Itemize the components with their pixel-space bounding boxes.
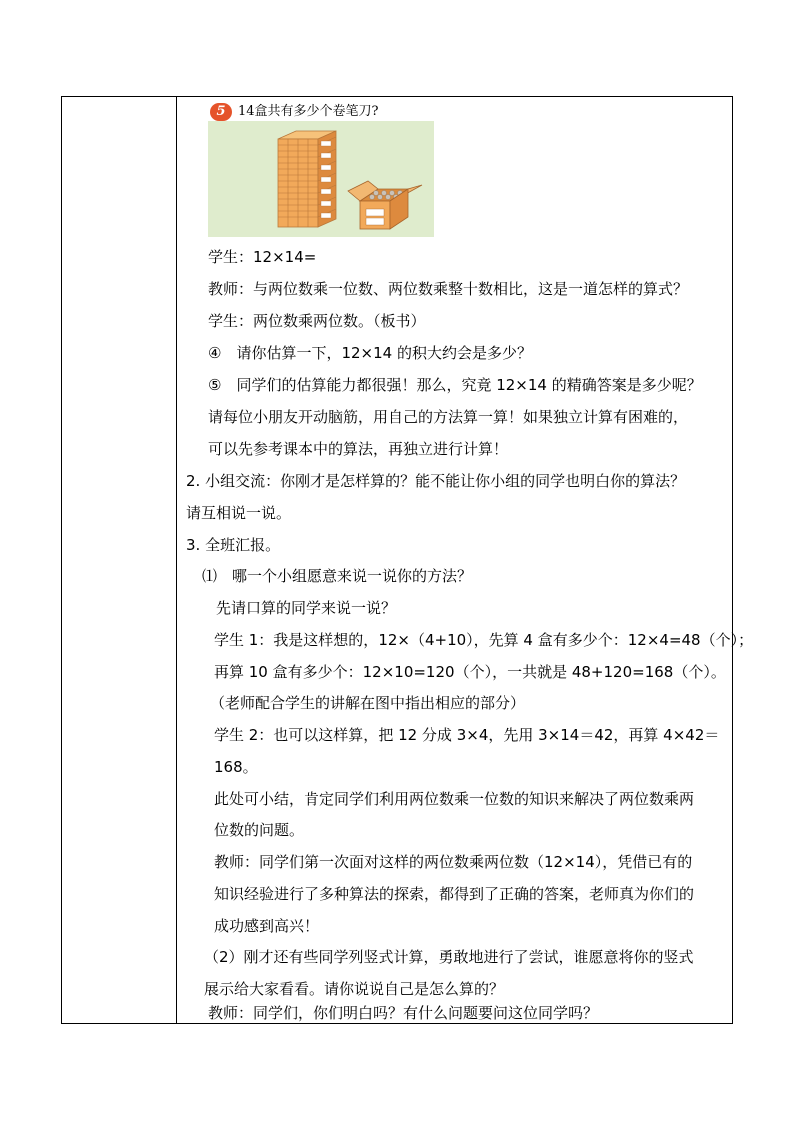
text-line: 先请口算的同学来说一说？ [216,599,397,617]
lesson-table [61,96,754,1024]
text-line: 教师：与两位数乘一位数、两位数乘整十数相比，这是一道怎样的算式？ [208,280,689,298]
text-line: 2. 小组交流：你刚才是怎样算的？能不能让你小组的同学也明白你的算法？ [186,472,686,490]
text-line: 168。 [214,758,258,776]
text-line: 成功感到高兴！ [214,917,320,935]
text-line: 请每位小朋友开动脑筋，用自己的方法算一算！如果独立计算有困难的， [208,408,689,426]
text-line: 可以先参考课本中的算法，再独立进行计算！ [208,440,509,458]
text-line: 学生：12×14= [208,248,317,266]
text-line: 学生：两位数乘两位数。（板书） [208,312,426,330]
text-line: ④ 请你估算一下，12×14 的积大约会是多少？ [208,344,532,362]
problem-number-badge: 5 [210,103,232,121]
text-line: （2）刚才还有些同学列竖式计算，勇敢地进行了尝试，谁愿意将你的竖式 [204,948,694,966]
column-divider [176,97,177,1023]
text-line: 此处可小结，肯定同学们利用两位数乘一位数的知识来解决了两位数乘两 [214,790,695,808]
text-line: 学生 2：也可以这样算，把 12 分成 3×4，先用 3×14＝42，再算 4×42＝ [214,726,720,744]
text-line: 3. 全班汇报。 [186,536,281,554]
boxes-illustration [208,101,434,237]
text-line: ⑴ 哪一个小组愿意来说一说你的方法？ [202,567,473,585]
textbook-figure [208,101,434,237]
text-line: 展示给大家看看。请你说说自己是怎么算的？ [204,980,505,998]
text-line: ⑤ 同学们的估算能力都很强！那么，究竟 12×14 的精确答案是多少呢？ [208,376,702,394]
text-line: 学生 1：我是这样想的，12×（4+10），先算 4 盒有多少个：12×4=48（个）； [214,631,754,649]
text-line: （老师配合学生的讲解在图中指出相应的部分） [210,694,526,712]
text-line: 位数的问题。 [214,821,305,839]
open-box [348,181,422,229]
text-line: 知识经验进行了多种算法的探索，都得到了正确的答案，老师真为你们的 [214,885,695,903]
text-line: 请互相说一说。 [186,504,292,522]
box-stack [278,131,336,227]
text-line: 再算 10 盒有多少个：12×10=120（个），一共就是 48+120=168（个）。 [214,663,726,681]
figure-question: 14盒共有多少个卷笔刀? [238,104,379,119]
text-line: 教师：同学们，你们明白吗？有什么问题要问这位同学吗？ [208,1004,599,1022]
text-line: 教师：同学们第一次面对这样的两位数乘两位数（12×14），凭借已有的 [214,853,693,871]
